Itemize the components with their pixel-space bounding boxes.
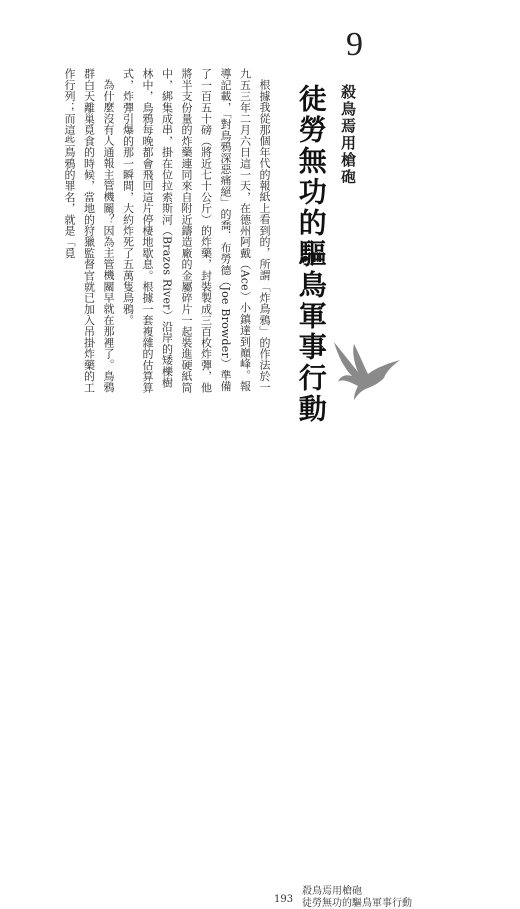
chapter-title: 徒勞無功的驅鳥軍事行動 bbox=[294, 84, 328, 425]
paragraph-2: 為什麼沒有人通報主管機關？因為主管機關早就在那裡了。鳥鴉群白天離巢覓食的時候，當地的狩獵監督官就已加入吊掛炸藥的工作行列；而這些鳥鴉的罪名，就是「覓 bbox=[63, 68, 115, 393]
running-head-chapter: 殺鳥焉用槍砲 bbox=[302, 886, 362, 897]
chapter-kicker: 殺鳥焉用槍砲 bbox=[339, 84, 357, 186]
page-number: 193 bbox=[274, 894, 294, 905]
chapter-number: 9 bbox=[346, 26, 363, 63]
running-head-title: 徒勞無功的驅鳥軍事行動 bbox=[302, 898, 412, 909]
bird-silhouette-icon bbox=[328, 338, 408, 406]
paragraph-1: 根據我從那個年代的報紙上看到的，所謂「炸鳥鴉」的作法於一九五三年二月六日這一天，在德州阿戴（Ace）小鎮達到巔峰。報導記載，「對鳥鴉深惡痛絕」的喬．布勞德（Joe Browder）準備了一百五十磅（將近七十公斤）的炸藥，封裝製成三百枚炸彈，他將半支份量的炸藥連同來自附近鑄造廠的金屬碎片一起裝進硬紙筒中，綁集成串，掛在位拉索斯河（Brazos River）沿岸的矮櫟樹林中，鳥鴉每晚都會飛回這片停棲地歇息。根據一套複雜的估算算式，炸彈引爆的那一瞬間，大約炸死了五萬隻鳥鴉。 bbox=[121, 68, 271, 393]
body-text bbox=[63, 68, 274, 398]
